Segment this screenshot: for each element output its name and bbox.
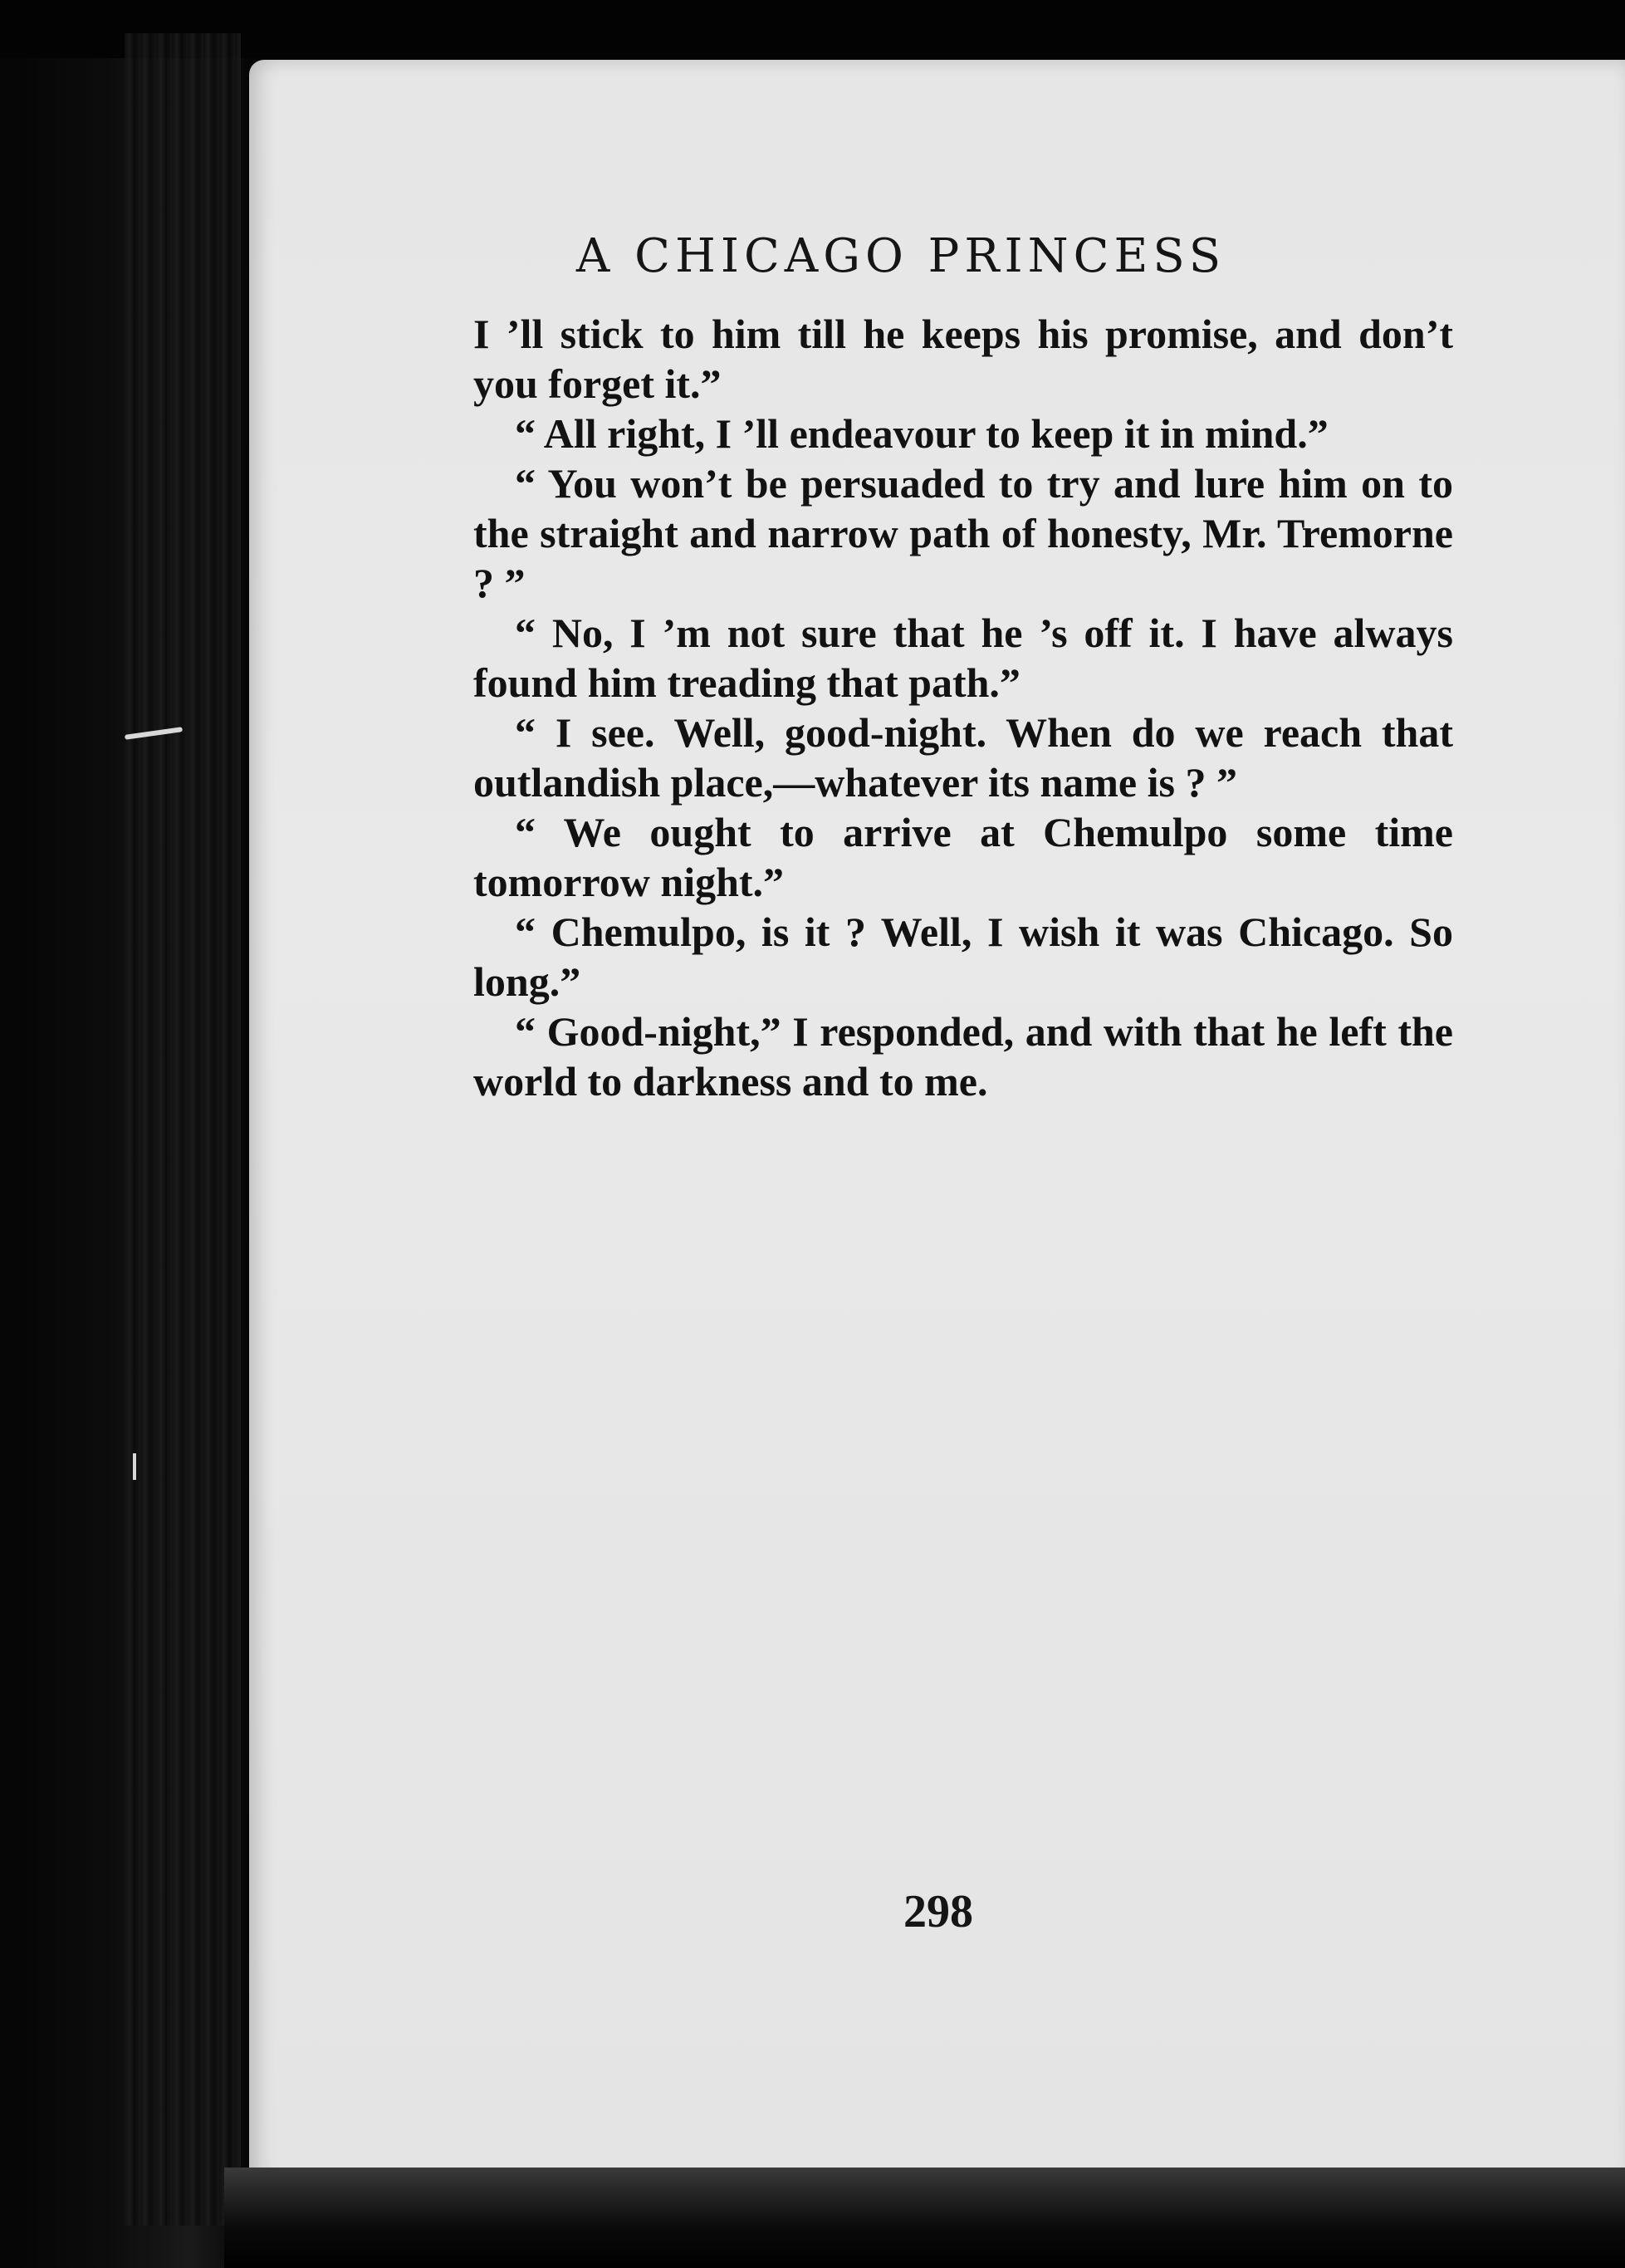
paragraph: “ I see. Well, good-night. When do we reach that outlandish place,—whatever its name is ? ” bbox=[473, 709, 1453, 806]
book-spine bbox=[125, 33, 241, 2226]
paragraph: “ Good-night,” I responded, and with that he left the world to darkness and to me. bbox=[473, 1008, 1453, 1105]
running-head: A CHICAGO PRINCESS bbox=[575, 229, 1226, 283]
bottom-scan-shadow bbox=[224, 2168, 1625, 2268]
paragraph: “ You won’t be persuaded to try and lure him on to the straight and narrow path of honesty, Mr. Tremorne ? ” bbox=[473, 460, 1453, 606]
paragraph: “ We ought to arrive at Chemulpo some time tomorrow night.” bbox=[473, 809, 1453, 905]
page-number: 298 bbox=[903, 1886, 973, 1937]
body-text bbox=[473, 309, 1453, 1106]
paragraph: “ Chemulpo, is it ? Well, I wish it was Chicago. So long.” bbox=[473, 909, 1453, 1005]
top-scan-shadow bbox=[0, 0, 1625, 58]
paragraph: I ’ll stick to him till he keeps his promise, and don’t you forget it.” bbox=[473, 311, 1453, 407]
paragraph: “ All right, I ’ll endeavour to keep it in mind.” bbox=[515, 410, 1329, 457]
scan-speck bbox=[133, 1453, 136, 1480]
paragraph: “ No, I ’m not sure that he ’s off it. I have always found him treading that path.” bbox=[473, 610, 1453, 706]
